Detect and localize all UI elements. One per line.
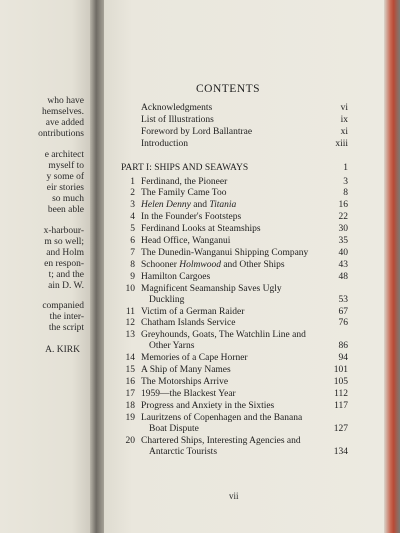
toc-entry-page: xiii — [335, 138, 348, 149]
toc-chapter-number: 6 — [130, 236, 135, 246]
left-text-line: been able — [47, 205, 84, 215]
toc-entry-title: Lauritzens of Copenhagen and the Banana — [141, 412, 303, 423]
toc-chapter-number: 19 — [125, 412, 135, 423]
toc-chapter-number: 4 — [130, 212, 135, 223]
toc-entry-page: 67 — [338, 306, 348, 317]
book-gutter — [90, 0, 104, 533]
toc-entry-title: List of Illustrations — [141, 114, 214, 125]
left-text-line: the script — [48, 323, 84, 333]
toc-chapter-number: 14 — [125, 353, 135, 364]
toc-entry-page: 76 — [338, 318, 348, 329]
book-cover-edge — [384, 0, 400, 533]
left-text-line: hemselves. — [42, 107, 84, 117]
toc-entry-title: Ferdinand Looks at Steamships — [141, 224, 261, 235]
toc-entry-title-continued: Duckling — [149, 294, 185, 305]
toc-entry-title: Ferdinand, the Pioneer — [141, 176, 228, 187]
toc-entry-title: Memories of a Cape Horner — [141, 353, 248, 364]
toc-entry-title: Helen Denny and Titania — [141, 200, 237, 211]
toc-entry-title: The Dunedin-Wanganui Shipping Company — [141, 247, 309, 258]
left-text-line: so much — [52, 194, 84, 204]
toc-chapter-number: 10 — [125, 283, 135, 294]
toc-entry-page: 1 — [343, 162, 348, 173]
left-text-line: ontributions — [38, 129, 84, 139]
toc-entry-title: Magnificent Seamanship Saves Ugly — [141, 283, 282, 294]
toc-entry-page: 16 — [338, 200, 348, 211]
left-text-line: the inter- — [49, 312, 84, 322]
toc-entry-page: ix — [340, 114, 348, 125]
toc-entry-title: Progress and Anxiety in the Sixties — [141, 400, 275, 411]
left-text-line: eir stories — [46, 183, 84, 193]
toc-chapter-number: 16 — [125, 377, 135, 387]
left-text-line: who have — [47, 96, 84, 106]
toc-entry-page: 30 — [338, 224, 348, 235]
author-signature: A. KIRK — [45, 345, 80, 355]
toc-entry-page: 127 — [333, 423, 348, 434]
toc-entry-page: 22 — [338, 212, 348, 223]
left-page — [0, 0, 90, 533]
left-text-line: ave added — [45, 118, 84, 128]
toc-entry-page: 112 — [334, 388, 348, 399]
toc-chapter-number: 20 — [125, 435, 135, 446]
toc-chapter-number: 9 — [130, 271, 135, 282]
left-text-line: e architect — [44, 150, 84, 160]
toc-chapter-number: 18 — [125, 400, 135, 411]
toc-chapter-number: 1 — [130, 176, 135, 187]
left-text-line: myself to — [48, 161, 84, 171]
left-text-line: t; and the — [48, 270, 84, 280]
toc-entry-page: 40 — [338, 247, 348, 258]
toc-entry-page: 86 — [338, 341, 348, 352]
toc-entry-title: Chatham Islands Service — [141, 318, 236, 329]
left-text-line: x-harbour- — [43, 226, 84, 236]
toc-chapter-number: 2 — [130, 188, 135, 199]
toc-entry-title: Head Office, Wanganui — [141, 236, 231, 246]
toc-entry-page: 48 — [338, 271, 348, 282]
toc-chapter-number: 15 — [125, 365, 135, 376]
toc-chapter-number: 7 — [130, 247, 135, 258]
toc-entry-title: A Ship of Many Names — [141, 365, 231, 376]
left-text-line: and Holm — [46, 248, 84, 258]
toc-entry-page: 8 — [343, 188, 348, 199]
toc-entry-title: 1959—the Blackest Year — [141, 388, 236, 399]
toc-entry-title-continued: Boat Dispute — [149, 423, 199, 434]
toc-entry-page: 117 — [334, 400, 348, 411]
toc-entry-page: 43 — [338, 259, 348, 270]
toc-chapter-number: 8 — [130, 259, 135, 270]
toc-chapter-number: 11 — [125, 306, 135, 317]
toc-chapter-number: 12 — [125, 318, 135, 329]
toc-entry-title: Acknowledgments — [141, 103, 213, 113]
toc-entry-page: vi — [340, 103, 348, 113]
toc-chapter-number: 13 — [125, 330, 135, 341]
toc-entry-title: Schooner Holmwood and Other Ships — [141, 259, 285, 270]
toc-entry-title-continued: Antarctic Tourists — [149, 446, 218, 457]
toc-entry-page: 134 — [333, 446, 348, 457]
toc-entry-title: Foreword by Lord Ballantrae — [141, 126, 253, 137]
toc-entry-title: Hamilton Cargoes — [141, 271, 211, 282]
toc-entry-title: Greyhounds, Goats, The Watchlin Line and — [141, 330, 306, 341]
left-text-line: en respon- — [44, 259, 84, 269]
toc-entry-page: 53 — [338, 294, 348, 305]
toc-entry-page: xi — [340, 126, 348, 137]
toc-entry-page: 94 — [338, 353, 348, 364]
toc-entry-title-continued: Other Yarns — [149, 341, 195, 352]
left-text-line: y some of — [46, 172, 84, 182]
toc-entry-title: Victim of a German Raider — [141, 306, 245, 317]
contents-title: CONTENTS — [196, 83, 261, 95]
toc-entry-page: 105 — [333, 377, 348, 387]
toc-entry-title: Introduction — [141, 138, 188, 149]
left-text-line: ain D. W. — [48, 281, 84, 291]
page-number: vii — [229, 491, 239, 501]
toc-part-title: PART I: SHIPS AND SEAWAYS — [121, 162, 249, 173]
toc-entry-title: In the Founder's Footsteps — [141, 212, 242, 223]
toc-chapter-number: 17 — [125, 388, 135, 399]
left-text-line: m so well; — [44, 237, 84, 247]
toc-entry-page: 35 — [338, 236, 348, 246]
toc-entry-page: 101 — [333, 365, 348, 376]
left-text-line: companied — [42, 301, 84, 311]
toc-chapter-number: 5 — [130, 224, 135, 235]
toc-chapter-number: 3 — [130, 200, 135, 211]
toc-entry-title: The Motorships Arrive — [141, 377, 229, 387]
toc-entry-title: The Family Came Too — [141, 188, 227, 199]
toc-entry-title: Chartered Ships, Interesting Agencies and — [141, 435, 301, 446]
toc-entry-page: 3 — [343, 176, 348, 187]
